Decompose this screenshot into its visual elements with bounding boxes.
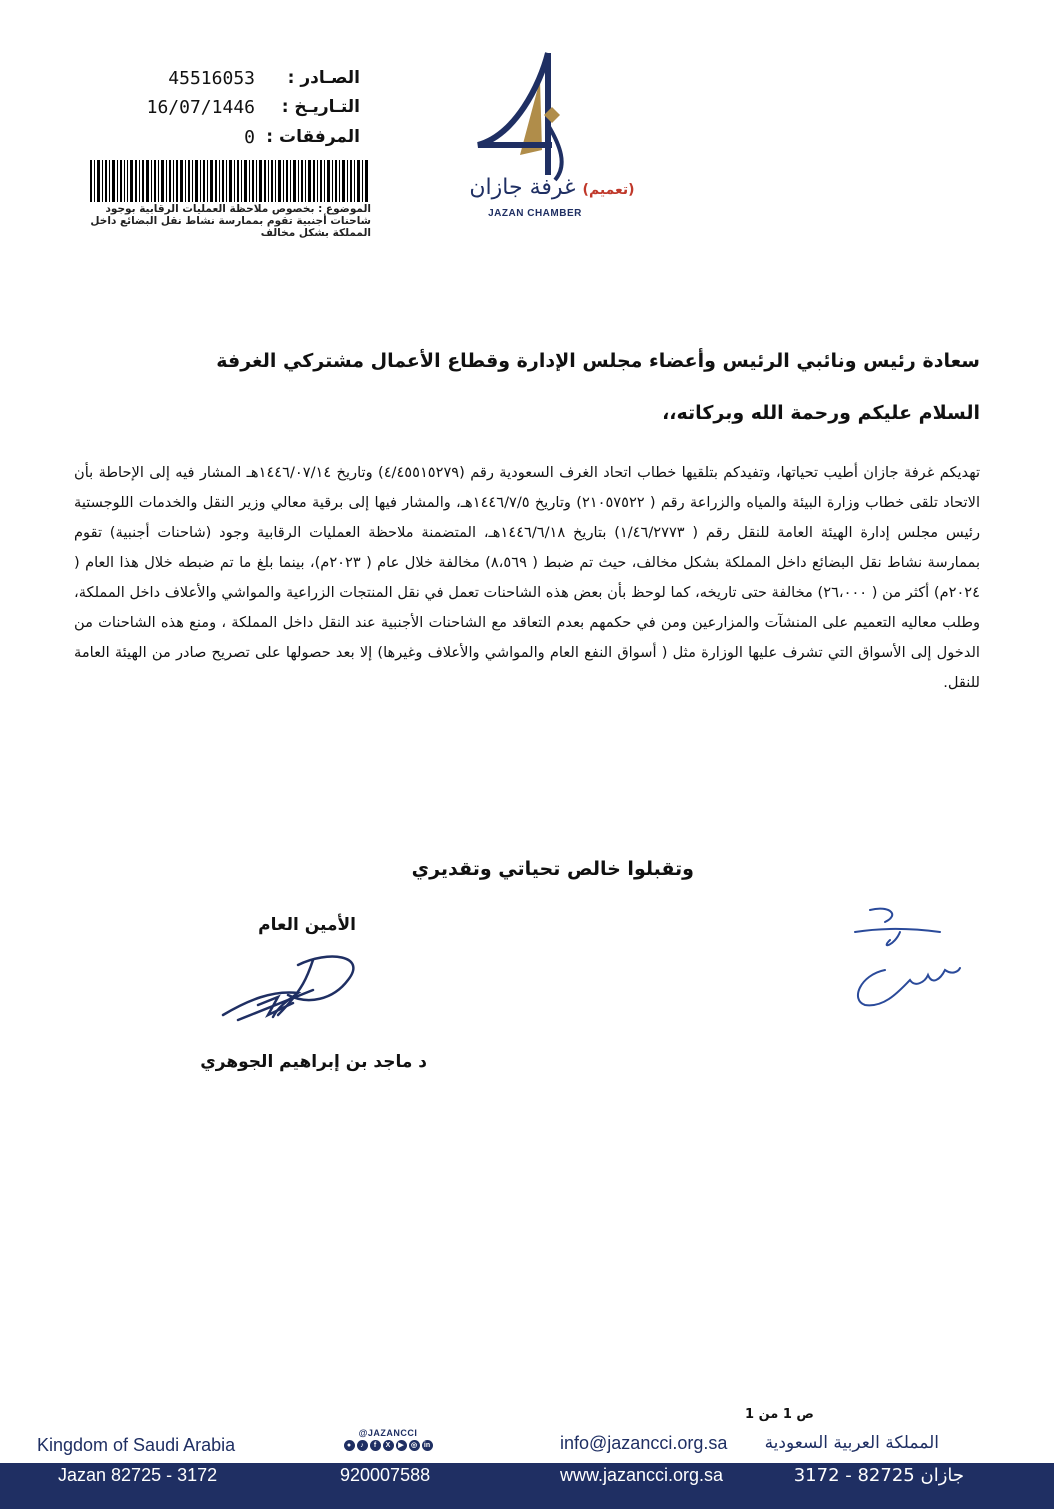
footer-website[interactable]: www.jazancci.org.sa xyxy=(560,1465,724,1485)
page-number: ص 1 من 1 xyxy=(745,1407,814,1422)
subject-text: الموضوع : بخصوص ملاحظة العمليات الرقابية بوجود شاحنات أجنبية تقوم بممارسة نشاط نقل البضائع داخل المملكة بشكل مخالف xyxy=(90,203,371,239)
date-row xyxy=(100,97,360,123)
attachments-value: 0 xyxy=(244,127,255,148)
signatory-title: الأمين العام xyxy=(258,915,356,935)
linkedin-icon[interactable]: in xyxy=(422,1440,433,1451)
addressee: سعادة رئيس ونائبي الرئيس وأعضاء مجلس الإدارة وقطاع الأعمال مشتركي الغرفة xyxy=(216,350,980,372)
footer-phone[interactable]: 920007588 xyxy=(340,1465,431,1485)
signatory-name: د ماجد بن إبراهيم الجوهري xyxy=(200,1052,427,1072)
footer-address-en: Jazan 82725 - 3172 xyxy=(58,1465,218,1485)
x-icon[interactable]: X xyxy=(383,1440,394,1451)
barcode-image xyxy=(90,160,368,202)
social-icons xyxy=(338,1440,438,1451)
footer-country-ar: المملكة العربية السعودية xyxy=(764,1433,939,1453)
social-handle: @JAZANCCI xyxy=(358,1428,418,1438)
date-label: التـاريـخ : xyxy=(281,97,360,117)
snapchat-icon[interactable]: ● xyxy=(344,1440,355,1451)
footer-social xyxy=(338,1428,438,1451)
footer-email[interactable]: info@jazancci.org.sa xyxy=(560,1433,728,1453)
issued-label: الصـادر : xyxy=(287,68,360,88)
date-value: 16/07/1446 xyxy=(146,97,255,118)
logo-name-en: JAZAN CHAMBER xyxy=(488,208,582,219)
logo-name-ar xyxy=(455,175,655,200)
youtube-icon[interactable]: ▶ xyxy=(396,1440,407,1451)
body-paragraph: تهديكم غرفة جازان أطيب تحياتها، وتفيدكم بتلقيها خطاب اتحاد الغرف السعودية رقم (٤/٤٥٥١٥٢٧٩) وتاريخ ١٤٤٦/٠٧/١٤هـ المشار فيه إلى الإحاطة بأن الاتحاد تلقى خطاب وزارة البيئة والمياه والزراعة رقم ( ٢١٠٥٧٥٢٢) وتاريخ ١٤٤٦/٧/٥هـ، والمشار فيها إلى برقية معالي وزير النقل والخدمات اللوجستية رئيس مجلس إدارة الهيئة العامة للنقل رقم ( ١/٤٦/٢٧٧٣) بتاريخ ١٤٤٦/٦/١٨هـ، المتضمنة ملاحظة العمليات الرقابية وجود (شاحنات أجنبية) تقوم بممارسة نشاط نقل البضائع داخل المملكة بشكل مخالف، حيث تم ضبط ( ٨،٥٦٩) مخالفة خلال عام ( ٢٠٢٣م)، بينما بلغ ما تم ضبطه خلال هذا العام ( ٢٠٢٤م) أكثر من ( ٢٦،٠٠٠) مخالفة حتى تاريخه، كما لوحظ بأن بعض هذه الشاحنات تعمل في نقل المنتجات الزراعية والمواشي والأعلاف داخل المملكة، وطلب معاليه التعميم على المنشآت والمزارعين ومن في حكمهم بعدم التعاقد مع الشاحنات الأجنبية عند النقل داخل المملكة ، ومنع هذه الشاحنات من الدخول إلى الأسواق التي تشرف عليها الوزارة مثل ( أسواق النفع العام والمواشي والأعلاف وغيرها) إلا بعد حصولها على تصريح صادر من الهيئة العامة للنقل. xyxy=(74,464,981,691)
greeting: السلام عليكم ورحمة الله وبركاته،، xyxy=(662,402,980,424)
footer-address-ar: جازان 82725 - 3172 xyxy=(793,1465,964,1486)
instagram-icon[interactable]: ◎ xyxy=(409,1440,420,1451)
attachments-row xyxy=(100,127,360,153)
logo-text-ar: غرفة جازان xyxy=(469,175,576,200)
signature-icon xyxy=(218,945,378,1030)
issued-number: 45516053 xyxy=(168,68,255,89)
footer-country-en: Kingdom of Saudi Arabia xyxy=(37,1435,236,1455)
closing-line: وتقبلوا خالص تحياتي وتقديري xyxy=(411,858,694,880)
initials-signature-icon xyxy=(840,900,970,1020)
tiktok-icon[interactable]: ♪ xyxy=(357,1440,368,1451)
circular-label: (تعميم) xyxy=(582,182,635,198)
facebook-icon[interactable]: f xyxy=(370,1440,381,1451)
issued-row xyxy=(100,68,360,94)
attachments-label: المرفقات : xyxy=(266,127,360,147)
